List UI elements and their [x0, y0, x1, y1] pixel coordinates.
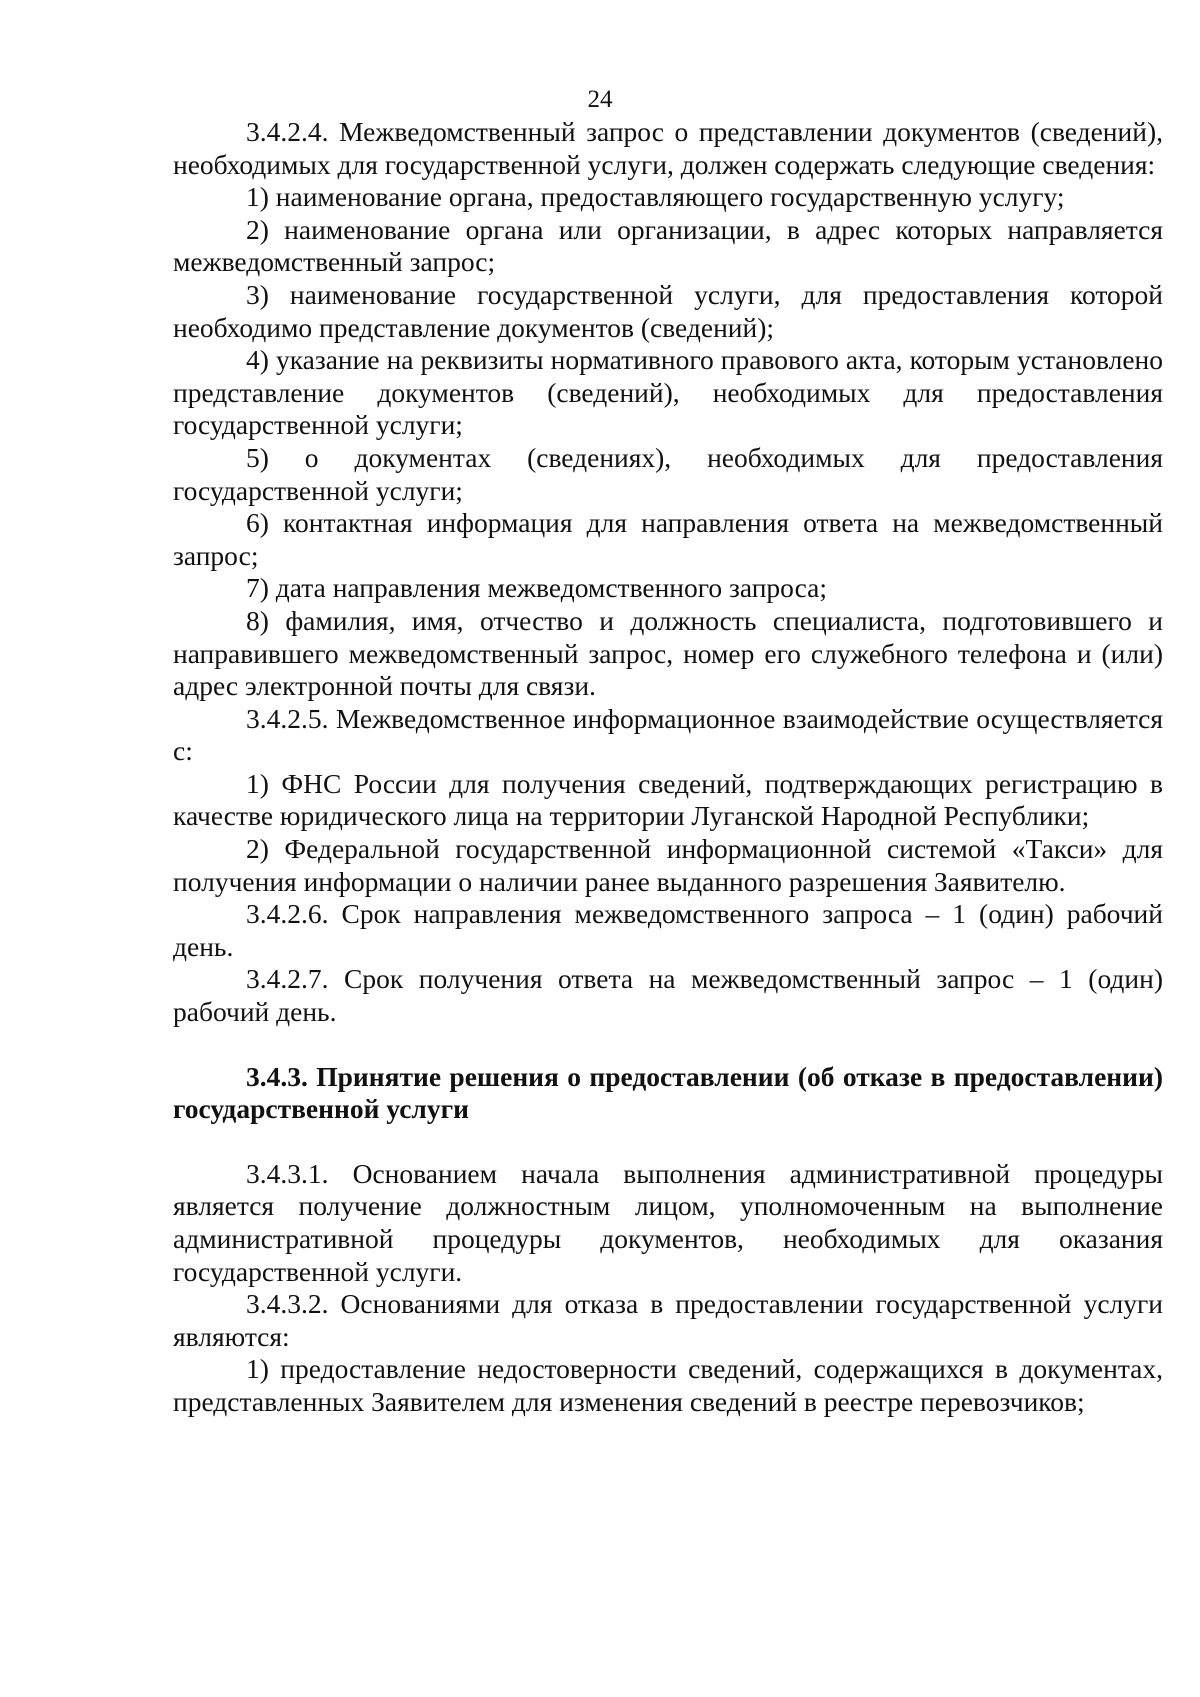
page-number: 24 — [587, 86, 613, 113]
paragraph-3-4-2-7: 3.4.2.7. Срок получения ответа на межведомственный запрос – 1 (один) рабочий день. — [173, 963, 1163, 1028]
section-heading-3-4-3: 3.4.3. Принятие решения о предоставлении (об отказе в предоставлении) государственной услуги — [173, 1060, 1163, 1125]
list-item-6: 6) контактная информация для направления ответа на межведомственный запрос; — [173, 507, 1163, 571]
list-item-2: 2) наименование органа или организации, в адрес которых направляется межведомственный запрос; — [173, 213, 1163, 278]
paragraph-3-4-2-4: 3.4.2.4. Межведомственный запрос о представлении документов (сведений), необходимых для государственной услуги, должен содержать следующие сведения: — [173, 116, 1163, 180]
refusal-reason-1: 1) предоставление недостоверности сведений, содержащихся в документах, представленных Заявителем для изменения сведений в реестре перевозчиков; — [173, 1353, 1163, 1417]
list-item-1: 1) наименование органа, предоставляющего государственную услугу; — [246, 181, 1065, 213]
document-body — [173, 116, 1163, 1419]
interaction-item-2: 2) Федеральной государственной информационной системой «Такси» для получения информации о наличии ранее выданного разрешения Заявителю. — [173, 833, 1163, 897]
list-item-7: 7) дата направления межведомственного запроса; — [246, 572, 827, 604]
list-item-3: 3) наименование государственной услуги, для предоставления которой необходимо представление документов (сведений); — [173, 278, 1163, 343]
paragraph-3-4-3-2: 3.4.3.2. Основаниями для отказа в предоставлении государственной услуги являются: — [173, 1288, 1163, 1352]
paragraph-3-4-2-5: 3.4.2.5. Межведомственное информационное взаимодействие осуществляется с: — [173, 702, 1163, 767]
list-item-8: 8) фамилия, имя, отчество и должность специалиста, подготовившего и направившего межведомственный запрос, номер его служебного телефона и (или) адрес электронной почты для связи. — [173, 604, 1163, 702]
list-item-5: 5) о документах (сведениях), необходимых для предоставления государственной услуги; — [173, 441, 1163, 506]
paragraph-3-4-2-6: 3.4.2.6. Срок направления межведомственного запроса – 1 (один) рабочий день. — [173, 898, 1163, 962]
paragraph-3-4-3-1: 3.4.3.1. Основанием начала выполнения административной процедуры является получение должностным лицом, уполномоченным на выполнение административной процедуры документов, необходимых для оказания государственной услуги. — [173, 1157, 1163, 1287]
list-item-4: 4) указание на реквизиты нормативного правового акта, которым установлено представление документов (сведений), необходимых для предоставления государственной услуги; — [173, 344, 1163, 441]
interaction-item-1: 1) ФНС России для получения сведений, подтверждающих регистрацию в качестве юридического лица на территории Луганской Народной Республики; — [173, 767, 1163, 832]
